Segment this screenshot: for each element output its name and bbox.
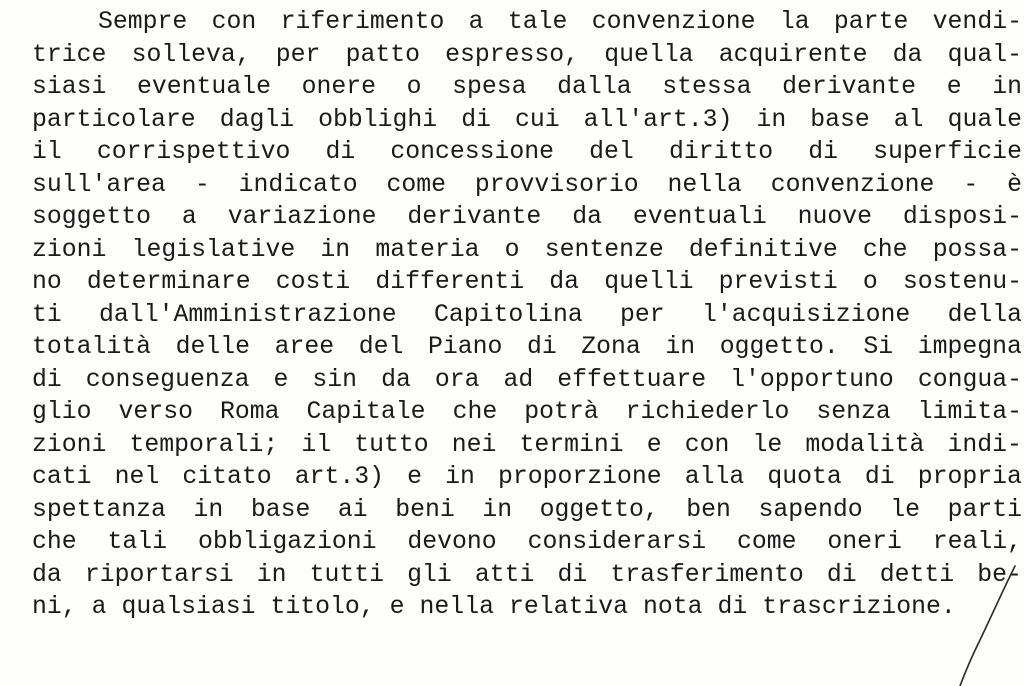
word: parte xyxy=(833,8,909,36)
word: convenzione xyxy=(591,8,756,36)
word: differenti xyxy=(375,268,525,296)
word: nella xyxy=(419,593,494,621)
word: tale xyxy=(507,8,568,36)
word: citato xyxy=(182,463,272,491)
word: considerarsi xyxy=(527,528,707,556)
word: Capitolina xyxy=(433,300,583,329)
word: siasi xyxy=(32,73,107,101)
word: atti xyxy=(474,560,535,589)
word: con xyxy=(211,8,257,36)
word: riferimento xyxy=(280,8,445,36)
word: costi xyxy=(275,268,351,296)
word: concessione xyxy=(390,138,555,166)
word: di xyxy=(717,593,748,621)
word: beni xyxy=(395,495,455,524)
word: gli xyxy=(407,560,452,589)
word: oggetto, xyxy=(539,495,659,524)
word: che xyxy=(452,398,498,426)
word: variazione xyxy=(227,203,377,231)
word: in xyxy=(256,560,287,589)
word: Sempre xyxy=(98,8,188,36)
word: glio xyxy=(32,398,92,426)
word: aree xyxy=(274,333,335,361)
word: delle xyxy=(175,333,251,361)
word: qual- xyxy=(947,40,1022,69)
word: relativa xyxy=(508,593,628,621)
word: dagli xyxy=(219,105,295,134)
text-line xyxy=(32,591,1022,624)
word: sostenu- xyxy=(902,268,1022,296)
word: all'art.3) xyxy=(583,105,733,134)
word: l'opportuno xyxy=(730,365,894,394)
word: reali, xyxy=(932,528,1022,556)
word: eventuali xyxy=(632,203,767,231)
word: potrà xyxy=(524,398,599,426)
word: nei xyxy=(451,430,497,459)
word: in xyxy=(320,235,351,264)
word: qualsiasi xyxy=(121,593,256,621)
word: al xyxy=(893,105,924,134)
word: acquirente xyxy=(718,40,868,69)
word: cui xyxy=(514,105,560,134)
word: legislative xyxy=(131,235,296,264)
word: e xyxy=(946,73,962,101)
word: in xyxy=(992,73,1022,101)
word: provvisorio xyxy=(474,170,639,199)
word: diritto xyxy=(668,138,774,166)
word: spesa xyxy=(452,73,527,101)
word: da xyxy=(549,268,580,296)
word: tutto xyxy=(354,430,429,459)
word: e xyxy=(646,430,662,459)
text-line xyxy=(32,136,1022,169)
word: il xyxy=(301,430,332,459)
text-line xyxy=(32,429,1022,462)
word: a xyxy=(91,593,107,621)
word: derivante xyxy=(407,203,542,231)
word: per xyxy=(275,40,321,69)
word: sin xyxy=(312,365,358,394)
word: vendi- xyxy=(932,8,1022,36)
word: richiederlo xyxy=(625,398,790,426)
word: da xyxy=(381,365,411,394)
word: tali xyxy=(107,528,168,556)
word: onere xyxy=(301,73,376,101)
word: zioni xyxy=(32,430,107,459)
word: devono xyxy=(407,528,497,556)
word: Si xyxy=(863,333,894,361)
word: totalità xyxy=(32,333,152,361)
word: modalità xyxy=(805,430,925,459)
word: convenzione xyxy=(770,170,935,199)
text-line xyxy=(32,299,1022,332)
word: corrispettivo xyxy=(96,138,291,166)
word: di xyxy=(557,560,588,589)
text-line xyxy=(32,396,1022,429)
word: temporali; xyxy=(129,430,279,459)
text-line xyxy=(32,266,1022,299)
word: possa- xyxy=(932,235,1022,264)
word: riportarsi xyxy=(84,560,234,589)
text-line xyxy=(32,364,1022,397)
word: nel xyxy=(114,463,160,491)
word: oggetto. xyxy=(719,333,839,361)
word: da xyxy=(32,560,62,589)
word: eventuale xyxy=(137,73,271,101)
word: quale xyxy=(947,105,1022,134)
word: come xyxy=(737,528,797,556)
word: obblighi xyxy=(318,105,438,134)
word: è xyxy=(1007,170,1022,199)
word: art.3) xyxy=(294,463,385,491)
word: Zona xyxy=(581,333,641,361)
word: da xyxy=(892,40,923,69)
text-line xyxy=(32,559,1022,592)
word: propria xyxy=(917,463,1022,491)
word: da xyxy=(572,203,602,231)
word: - xyxy=(194,170,210,199)
word: particolare xyxy=(32,105,196,134)
word: parti xyxy=(947,495,1022,524)
word: a xyxy=(468,8,484,36)
word: titolo, xyxy=(270,593,375,621)
word: l'acquisizione xyxy=(701,300,911,329)
word: di xyxy=(461,105,491,134)
word: sapendo xyxy=(758,495,863,524)
word: ai xyxy=(337,495,368,524)
word: di xyxy=(325,138,356,166)
word: obbligazioni xyxy=(197,528,377,556)
word: come xyxy=(386,170,447,199)
word: nota xyxy=(643,593,703,621)
word: definitive xyxy=(688,235,838,264)
word: nuove xyxy=(797,203,873,231)
text-line xyxy=(32,104,1022,137)
word: quella xyxy=(604,40,694,69)
word: no xyxy=(32,268,62,296)
word: ti xyxy=(32,300,62,329)
word: materia xyxy=(375,235,480,264)
word: soggetto xyxy=(32,203,152,231)
word: solleva, xyxy=(131,40,251,69)
word: sentenze xyxy=(544,235,664,264)
word: che xyxy=(862,235,908,264)
text-line xyxy=(32,71,1022,104)
word: in xyxy=(482,495,513,524)
word: indicato xyxy=(238,170,358,199)
word: del xyxy=(589,138,634,166)
word: indi- xyxy=(947,430,1022,459)
word: stessa xyxy=(662,73,752,101)
word: senza xyxy=(816,398,891,426)
word: proporzione xyxy=(498,463,662,491)
word: congua- xyxy=(917,365,1022,394)
word: patto xyxy=(345,40,420,69)
word: e xyxy=(407,463,423,491)
word: ni, xyxy=(32,593,77,621)
word: di xyxy=(864,463,895,491)
text-line xyxy=(32,331,1022,364)
word: le xyxy=(890,495,920,524)
word: o xyxy=(862,268,878,296)
word: nella xyxy=(667,170,742,199)
word: in xyxy=(445,463,475,491)
word: che xyxy=(32,528,77,556)
word: di xyxy=(826,560,857,589)
word: be- xyxy=(977,560,1022,589)
word: della xyxy=(947,300,1022,329)
word: trasferimento xyxy=(610,560,804,589)
word: determinare xyxy=(86,268,251,296)
word: Piano xyxy=(427,333,503,361)
word: effettuare xyxy=(557,365,707,394)
word: con xyxy=(684,430,730,459)
word: dall'Amministrazione xyxy=(99,300,397,329)
word: ad xyxy=(503,365,534,394)
word: cati xyxy=(32,463,92,491)
word: in xyxy=(665,333,696,361)
word: conseguenza xyxy=(85,365,250,394)
word: e xyxy=(389,593,405,621)
word: verso xyxy=(118,398,193,426)
word: oneri xyxy=(827,528,902,556)
word: ben xyxy=(686,495,731,524)
word: e xyxy=(273,365,289,394)
document-body xyxy=(32,6,1022,624)
word: in xyxy=(193,495,224,524)
word: per xyxy=(620,300,665,329)
word: o xyxy=(504,235,520,264)
word: espresso, xyxy=(445,40,580,69)
word: termini xyxy=(519,430,624,459)
word: di xyxy=(526,333,557,361)
word: spettanza xyxy=(32,495,166,524)
text-line xyxy=(32,526,1022,559)
word: impegna xyxy=(917,333,1022,361)
word: disposi- xyxy=(902,203,1022,231)
word: quota xyxy=(767,463,842,491)
word: le xyxy=(752,430,783,459)
word: base xyxy=(250,495,311,524)
word: o xyxy=(406,73,422,101)
text-line xyxy=(32,494,1022,527)
word: dalla xyxy=(557,73,632,101)
word: sull'area xyxy=(32,170,166,199)
text-line xyxy=(32,234,1022,267)
text-line xyxy=(32,169,1022,202)
word: il xyxy=(32,138,62,166)
word: trice xyxy=(32,40,107,69)
word: di xyxy=(32,365,62,394)
word: di xyxy=(808,138,839,166)
word: - xyxy=(963,170,979,199)
word: ora xyxy=(434,365,480,394)
word: base xyxy=(810,105,870,134)
word: la xyxy=(779,8,810,36)
word: alla xyxy=(684,463,745,491)
word: del xyxy=(358,333,404,361)
word: derivante xyxy=(782,73,917,101)
word: Roma xyxy=(219,398,280,426)
word: a xyxy=(181,203,197,231)
word: Capitale xyxy=(306,398,426,426)
word: quelli xyxy=(604,268,694,296)
word: trascrizione. xyxy=(762,593,956,621)
word: in xyxy=(756,105,787,134)
text-line xyxy=(32,461,1022,494)
word: previsti xyxy=(718,268,838,296)
text-line xyxy=(32,6,1022,39)
word: detti xyxy=(879,560,955,589)
text-line xyxy=(32,39,1022,72)
word: zioni xyxy=(32,235,107,264)
word: tutti xyxy=(309,560,385,589)
text-line xyxy=(32,201,1022,234)
word: superficie xyxy=(873,138,1022,166)
word: limita- xyxy=(917,398,1022,426)
